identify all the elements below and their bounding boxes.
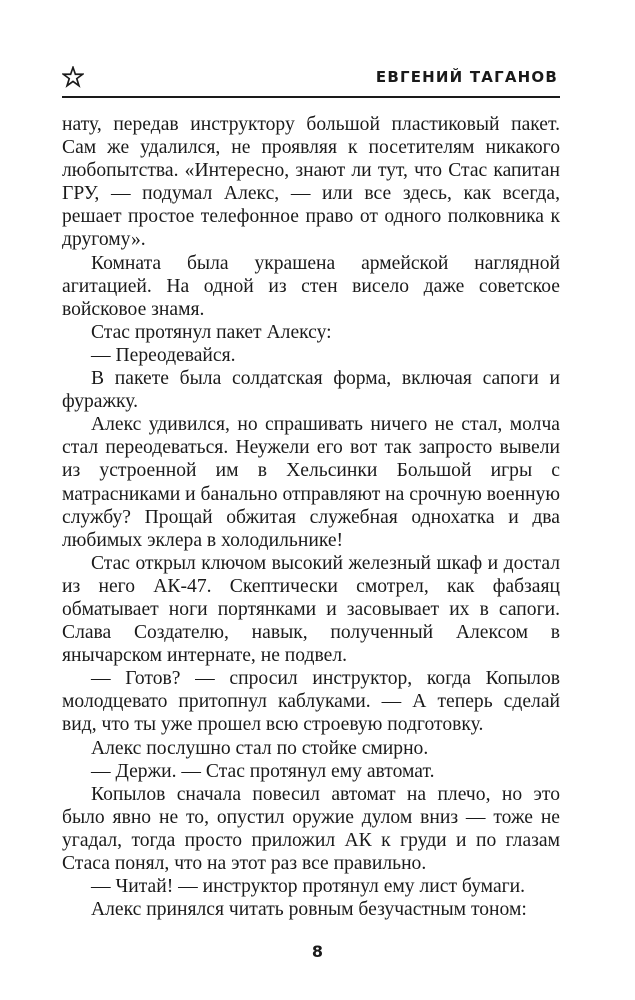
star-outline-icon xyxy=(62,66,84,88)
paragraph: Алекс удивился, но спрашивать ничего не стал, молча стал переодеваться. Неужели его вот так запросто вывели из устроенной им в Хельсинки Большой игры с матрасниками и банально отправляют на срочную военную службу? Прощай обжитая служебная однохатка и два любимых эклера в холодильнике! xyxy=(62,414,560,551)
author-name: ЕВГЕНИЙ ТАГАНОВ xyxy=(375,68,558,86)
paragraph: Копылов сначала повесил автомат на плечо, но это было явно не то, опустил оружие дулом вниз — тоже не угадал, тогда просто приложил АК к груди и по глазам Стаса понял, что на этот раз все правильно. xyxy=(62,783,560,874)
paragraph: — Читай! — инструктор протянул ему лист бумаги. xyxy=(91,876,526,898)
paragraph: Алекс послушно стал по стойке смирно. xyxy=(91,737,429,759)
running-header xyxy=(62,62,560,98)
body-text xyxy=(62,113,560,921)
page-number: 8 xyxy=(311,942,324,961)
paragraph: Алекс принялся читать ровным безучастным тоном: xyxy=(91,899,527,921)
paragraph: — Держи. — Стас протянул ему автомат. xyxy=(91,760,435,782)
paragraph: Комната была украшена армейской наглядной агитацией. На одной из стен висело даже советское войсковое знамя. xyxy=(62,252,560,320)
paragraph: нату, передав инструктору большой пластиковый пакет. Сам же удалился, не проявляя к посетителям никакого любопытства. «Интересно, знают ли тут, что Стас капитан ГРУ, — подумал Алекс, — или все здесь, как всегда, решает простое телефонное право от одного полковника к другому». xyxy=(62,114,560,251)
paragraph: Стас протянул пакет Алексу: xyxy=(91,321,332,343)
paragraph: — Переодевайся. xyxy=(91,344,236,366)
paragraph: В пакете была солдатская форма, включая сапоги и фуражку. xyxy=(62,368,560,413)
paragraph: Стас открыл ключом высокий железный шкаф и достал из него АК-47. Скептически смотрел, как фабзаяц обматывает ноги портянками и засовывает их в сапоги. Слава Создателю, навык, полученный Алексом в янычарском интернате, не подвел. xyxy=(62,552,560,667)
paragraph: — Готов? — спросил инструктор, когда Копылов молодцевато притопнул каблуками. — А теперь сделай вид, что ты уже прошел всю строевую подготовку. xyxy=(62,668,560,736)
